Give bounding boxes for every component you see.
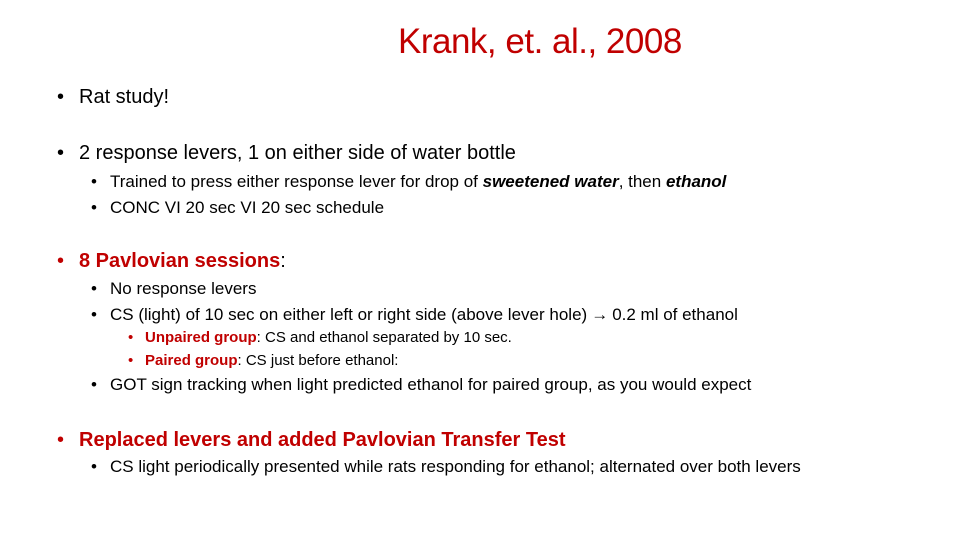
bullet-rat-study — [57, 86, 169, 109]
bullet-text: CS (light) of 10 sec on either left or right side (above lever hole) — [110, 305, 588, 324]
sub-bullet-sign-tracking — [91, 375, 751, 395]
bullet-text: CS light periodically presented while rats responding for ethanol; alternated over both levers — [110, 457, 801, 476]
bullet-icon: • — [91, 375, 97, 394]
sub-bullet-no-levers — [91, 279, 256, 299]
slide-title: Krank, et. al., 2008 — [398, 22, 682, 61]
bullet-icon: • — [91, 305, 97, 324]
bullet-text-bold: Replaced levers and added Pavlovian Transfer Test — [79, 429, 566, 451]
emphasis-sweetened-water: sweetened water — [482, 172, 619, 191]
bullet-icon: • — [128, 329, 134, 346]
bullet-icon: • — [91, 279, 97, 298]
bullet-colon: : — [280, 250, 286, 272]
bullet-text: Rat study! — [79, 86, 170, 108]
bullet-icon: • — [57, 429, 65, 451]
bullet-text: : CS and ethanol separated by 10 sec. — [256, 329, 512, 346]
bullet-icon: • — [57, 250, 65, 272]
bullet-icon: • — [91, 457, 97, 476]
bullet-response-levers — [57, 142, 516, 165]
bullet-text: , then — [618, 172, 666, 191]
bullet-text: CONC VI 20 sec VI 20 sec schedule — [110, 198, 385, 217]
bullet-icon: • — [57, 142, 65, 164]
bullet-text: Trained to press either response lever for drop of — [110, 172, 483, 191]
bullet-text: : CS just before ethanol: — [237, 352, 399, 369]
sub-sub-bullet-paired — [128, 352, 398, 369]
emphasis-ethanol: ethanol — [665, 172, 727, 191]
bullet-icon: • — [91, 198, 97, 217]
group-label-unpaired: Unpaired group — [145, 329, 257, 346]
sub-bullet-trained — [91, 172, 726, 192]
arrow-right-icon: → — [591, 305, 609, 324]
sub-sub-bullet-unpaired — [128, 329, 512, 346]
bullet-text: No response levers — [110, 279, 257, 298]
bullet-text-bold: 8 Pavlovian sessions — [79, 250, 281, 272]
sub-bullet-cs-periodic — [91, 457, 801, 477]
bullet-pavlovian-sessions — [57, 250, 286, 273]
sub-bullet-schedule — [91, 198, 384, 218]
bullet-transfer-test — [57, 429, 566, 452]
bullet-icon: • — [91, 172, 97, 191]
bullet-text: GOT sign tracking when light predicted ethanol for paired group, as you would expect — [110, 375, 752, 394]
bullet-text: 0.2 ml of ethanol — [612, 305, 738, 324]
bullet-icon: • — [57, 86, 65, 108]
bullet-icon: • — [128, 352, 134, 369]
sub-bullet-cs-light — [91, 305, 738, 325]
bullet-text: 2 response levers, 1 on either side of water bottle — [79, 142, 516, 164]
group-label-paired: Paired group — [145, 352, 238, 369]
